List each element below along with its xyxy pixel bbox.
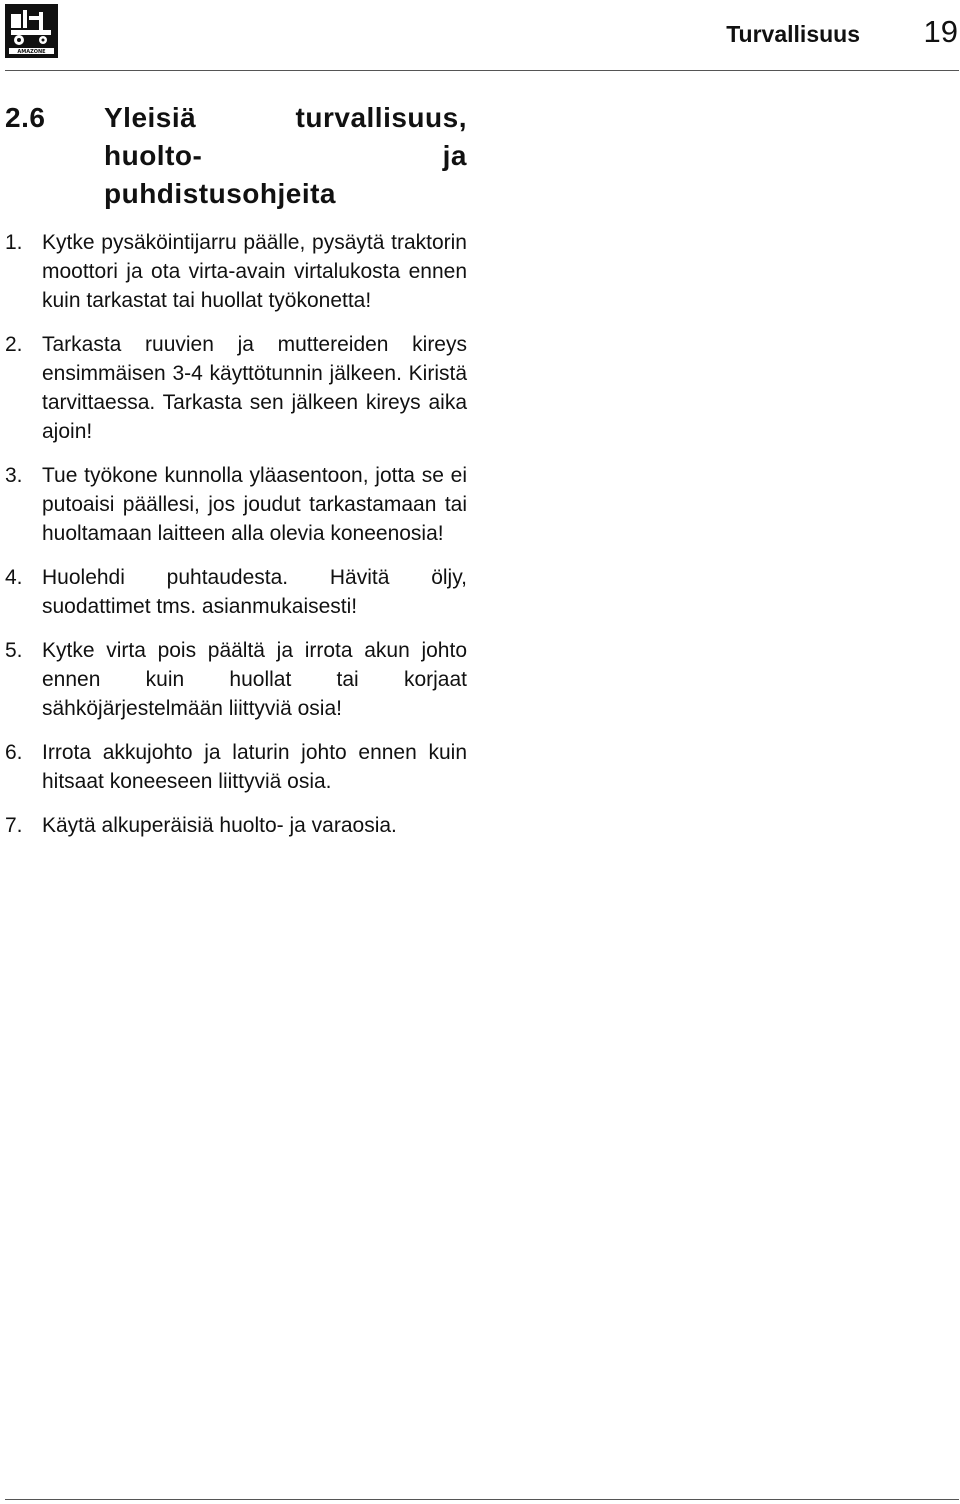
list-item [5, 461, 467, 548]
list-item-text: Huolehdi puhtaudesta. Hävitä öljy, suodattimet tms. asianmukaisesti! [42, 566, 467, 618]
list-item-number: 1. [5, 231, 23, 254]
section-title-line-3: puhdistusohjeita [104, 178, 336, 209]
safety-instruction-list [5, 228, 467, 855]
list-item-text: Tarkasta ruuvien ja muttereiden kireys ensimmäisen 3-4 käyttötunnin jälkeen. Kiristä tarvittaessa. Tarkasta sen jälkeen kireys aika ajoin! [42, 333, 467, 443]
svg-text:AMAZONE: AMAZONE [17, 49, 46, 55]
list-item [5, 636, 467, 723]
section-title-line-2: huolto- ja [104, 140, 467, 171]
list-item [5, 563, 467, 621]
header-section-label: Turvallisuus [726, 21, 860, 47]
amazone-tractor-logo-icon [5, 4, 58, 58]
list-item [5, 228, 467, 315]
page-number: 19 [923, 14, 958, 49]
list-item-number: 7. [5, 814, 23, 837]
amazone-logo [5, 4, 58, 58]
list-item-number: 4. [5, 566, 23, 589]
list-item-text: Tue työkone kunnolla yläasentoon, jotta se ei putoaisi päällesi, jos joudut tarkastamaan tai huoltamaan laitteen alla olevia koneenosia! [42, 464, 467, 545]
list-item-number: 3. [5, 464, 23, 487]
list-item-text: Käytä alkuperäisiä huolto- ja varaosia. [42, 814, 397, 837]
section-heading [5, 99, 467, 213]
list-item-number: 6. [5, 741, 23, 764]
section-number: 2.6 [5, 102, 46, 133]
header-divider [5, 70, 959, 71]
list-item-text: Irrota akkujohto ja laturin johto ennen kuin hitsaat koneeseen liittyviä osia. [42, 741, 467, 793]
list-item-number: 2. [5, 333, 23, 356]
list-item-text: Kytke pysäköintijarru päälle, pysäytä traktorin moottori ja ota virta-avain virtalukosta ennen kuin tarkastat tai huollat työkonetta! [42, 231, 467, 312]
section-title-line-1: Yleisiä turvallisuus, [104, 102, 467, 133]
list-item [5, 738, 467, 796]
section-title [104, 99, 467, 213]
list-item [5, 811, 467, 840]
list-item-number: 5. [5, 639, 23, 662]
footer-divider [5, 1499, 959, 1500]
list-item [5, 330, 467, 446]
list-item-text: Kytke virta pois päältä ja irrota akun johto ennen kuin huollat tai korjaat sähköjärjestelmään liittyviä osia! [42, 639, 467, 720]
